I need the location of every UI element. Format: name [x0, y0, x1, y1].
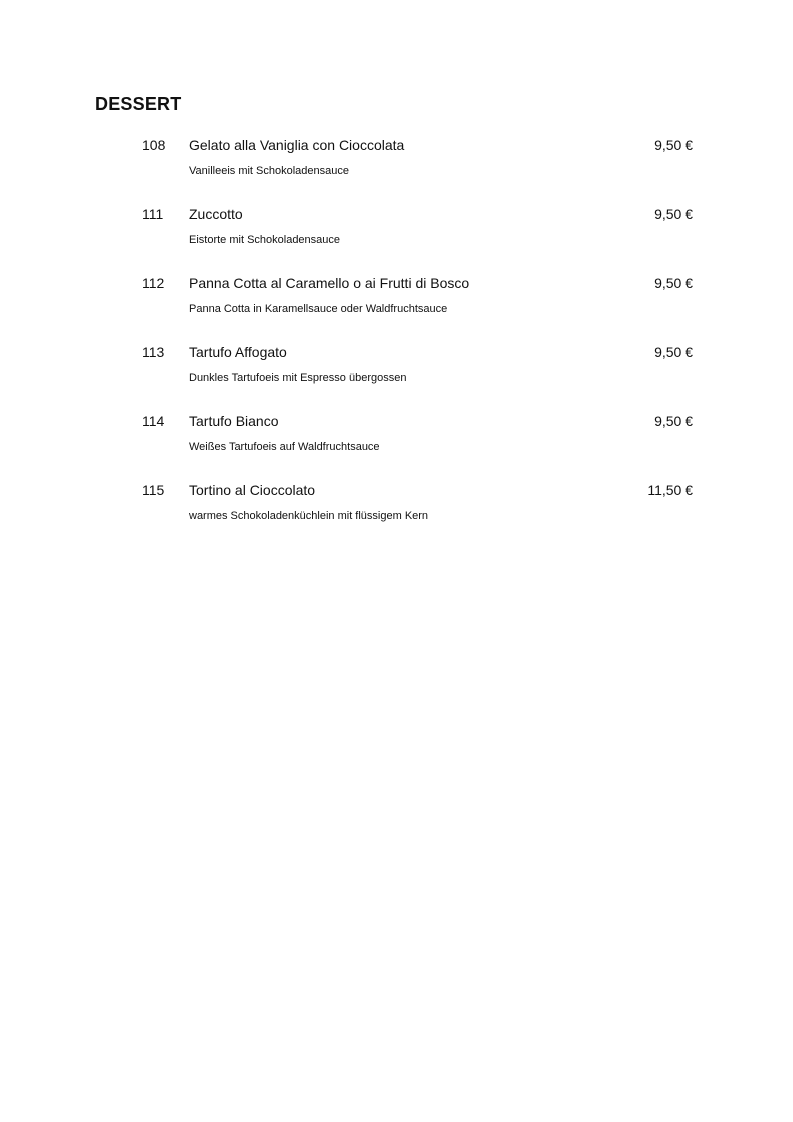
- item-price: 9,50 €: [654, 206, 693, 222]
- item-price: 9,50 €: [654, 137, 693, 153]
- item-description: Weißes Tartufoeis auf Waldfruchtsauce: [189, 441, 380, 453]
- item-price: 9,50 €: [654, 275, 693, 291]
- item-name: Zuccotto: [189, 206, 243, 222]
- menu-item: [0, 412, 793, 481]
- item-number: 108: [142, 137, 166, 153]
- item-number: 113: [142, 344, 165, 360]
- item-name: Panna Cotta al Caramello o ai Frutti di Bosco: [189, 275, 470, 291]
- menu-item: [0, 136, 793, 205]
- item-name: Tartufo Bianco: [189, 413, 279, 429]
- dessert-list: [0, 136, 793, 550]
- menu-item: [0, 481, 793, 550]
- item-name: Tortino al Cioccolato: [189, 482, 316, 498]
- item-description: Vanilleeis mit Schokoladensauce: [189, 165, 349, 177]
- menu-item: [0, 343, 793, 412]
- item-number: 112: [142, 275, 165, 291]
- item-description: warmes Schokoladenküchlein mit flüssigem Kern: [189, 510, 429, 522]
- item-number: 114: [142, 413, 165, 429]
- item-price: 11,50 €: [647, 482, 693, 498]
- item-number: 111: [142, 206, 164, 222]
- item-name: Gelato alla Vaniglia con Cioccolata: [189, 137, 405, 153]
- item-number: 115: [142, 482, 165, 498]
- menu-item: [0, 274, 793, 343]
- item-price: 9,50 €: [654, 344, 693, 360]
- section-title: DESSERT: [95, 94, 182, 114]
- item-description: Dunkles Tartufoeis mit Espresso übergossen: [189, 372, 407, 384]
- item-price: 9,50 €: [654, 413, 693, 429]
- item-name: Tartufo Affogato: [189, 344, 287, 360]
- item-description: Panna Cotta in Karamellsauce oder Waldfruchtsauce: [189, 303, 448, 315]
- menu-item: [0, 205, 793, 274]
- item-description: Eistorte mit Schokoladensauce: [189, 234, 341, 246]
